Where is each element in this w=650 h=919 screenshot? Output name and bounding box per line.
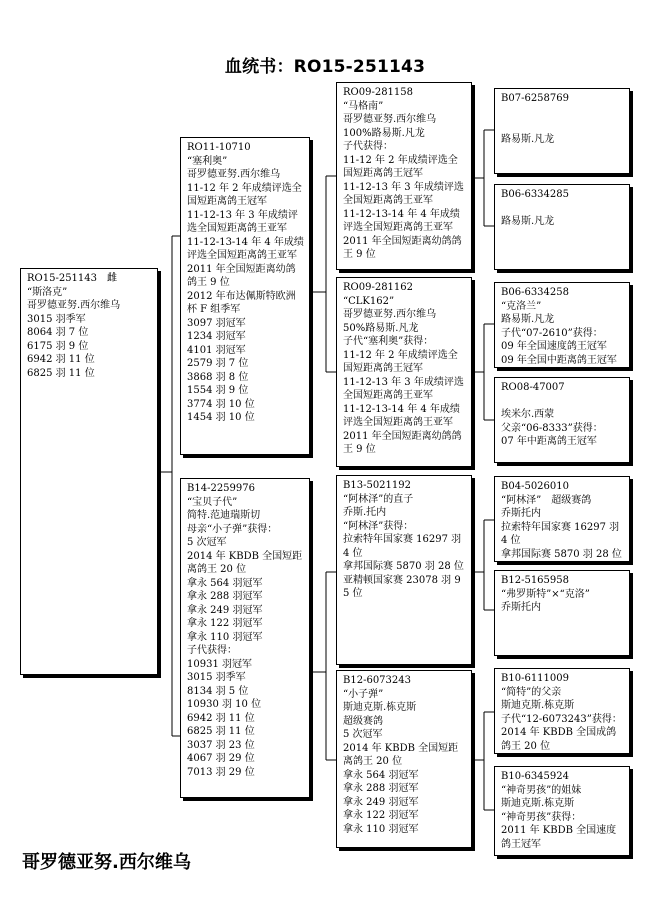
dam-card bbox=[180, 478, 310, 798]
pedigree-line: 09 年全国中距离鸽王冠军 bbox=[501, 354, 617, 366]
pedigree-line: 11-12 年 2 年成绩评选全国短距离鸽王冠军 bbox=[343, 154, 458, 179]
pedigree-line: 11-12-13-14 年 4 年成绩评选全国短距离鸽王亚军 bbox=[343, 208, 460, 233]
pedigree-line: B06-6334285 bbox=[501, 189, 569, 200]
pedigree-line: “CLK162” bbox=[343, 295, 395, 307]
pedigree-line: 拿永 110 羽冠军 bbox=[343, 823, 419, 835]
pedigree-line: “小子弹” bbox=[343, 688, 384, 700]
pedigree-line: 8134 羽 5 位 bbox=[187, 685, 249, 697]
pedigree-line: 拿永 122 羽冠军 bbox=[343, 810, 419, 821]
pedigree-line: 6942 羽 11 位 bbox=[27, 354, 95, 365]
pedigree-line: 3774 羽 10 位 bbox=[187, 398, 255, 410]
pedigree-line: 超级赛鸽 bbox=[343, 715, 383, 727]
pedigree-line: “塞利奥” bbox=[187, 155, 228, 167]
pedigree-line: B12-5165958 bbox=[501, 575, 569, 586]
pedigree-line: 路易斯.凡龙 bbox=[501, 314, 555, 325]
pedigree-line: 2011 年全国短距离幼鸽鸽王 9 位 bbox=[343, 430, 462, 455]
pedigree-line: 2014 年 KBDB 全国短距离鸽王 20 位 bbox=[187, 550, 303, 575]
pedigree-line: 2011 年 KBDB 全国速度鸽王冠军 bbox=[501, 825, 617, 850]
pedigree-line: B12-6073243 bbox=[343, 675, 411, 686]
pedigree-line: 2011 年全国短距离幼鸽鸽王 9 位 bbox=[343, 235, 462, 260]
pedigree-line: 简特.范迪瑞斯切 bbox=[187, 510, 261, 521]
pedigree-line: “阿林泽”获得： bbox=[343, 520, 414, 532]
pedigree-line: 哥罗德亚努.西尔维乌 bbox=[343, 114, 437, 125]
pedigree-line: 子代“塞利奥”获得： bbox=[343, 336, 434, 347]
pedigree-line: 3015 羽季军 bbox=[27, 313, 86, 325]
pedigree-line: 5 次冠军 bbox=[187, 537, 227, 548]
pedigree-line: 6825 羽 11 位 bbox=[27, 367, 95, 379]
dam-dam-dam-card bbox=[494, 766, 630, 856]
pedigree-line: 2012 年布达佩斯特欧洲杯 F 组季军 bbox=[187, 290, 296, 315]
owner-name: 哥罗德亚努.西尔维乌 bbox=[22, 852, 191, 873]
pedigree-line: “简特”的父亲 bbox=[501, 686, 562, 698]
pedigree-line: B04-5026010 bbox=[501, 481, 569, 492]
pedigree-line: 3015 羽季军 bbox=[187, 672, 246, 683]
sire-dam-dam-card bbox=[494, 377, 630, 463]
pedigree-line: 11-12-13 年 3 年成绩评选全国短距离鸽王亚军 bbox=[187, 209, 298, 234]
pedigree-line: 斯迪克斯.栋克斯 bbox=[501, 700, 575, 711]
pedigree-line: RO15-251143 雌 bbox=[27, 273, 118, 284]
pedigree-line: 父亲“06-8333”获得： bbox=[501, 422, 603, 434]
page-title: 血统书：RO15-251143 bbox=[224, 57, 426, 77]
pedigree-line: 07 年中距离鸽王冠军 bbox=[501, 436, 597, 447]
pedigree-line: B10-6345924 bbox=[501, 771, 569, 782]
pedigree-line: 拿永 249 羽冠军 bbox=[343, 796, 419, 808]
pedigree-line: 拿永 564 羽冠军 bbox=[343, 769, 419, 781]
pedigree-line: RO11-10710 bbox=[187, 142, 251, 153]
pedigree-line bbox=[501, 119, 625, 133]
dam-dam-card bbox=[336, 670, 472, 848]
pedigree-line: 拿永 249 羽冠军 bbox=[187, 604, 263, 616]
pedigree-line: 斯迪克斯.栋克斯 bbox=[501, 798, 575, 809]
pedigree-line bbox=[501, 202, 625, 216]
dam-sire-sire-card bbox=[494, 476, 630, 562]
pedigree-line: 3097 羽冠军 bbox=[187, 317, 246, 329]
pedigree-line: 拿永 564 羽冠军 bbox=[187, 577, 263, 589]
pedigree-line: 8064 羽 7 位 bbox=[27, 327, 89, 338]
pedigree-line: 拿永 122 羽冠军 bbox=[187, 618, 263, 629]
pedigree-line: 11-12-13-14 年 4 年成绩评选全国短距离鸽王亚军 bbox=[187, 236, 304, 261]
pedigree-line: RO08-47007 bbox=[501, 382, 565, 393]
sire-card bbox=[180, 137, 310, 455]
dam-sire-card bbox=[336, 475, 472, 665]
pedigree-line: 乔斯托内 bbox=[501, 508, 541, 519]
pedigree-line: “神奇男孩”的姐妹 bbox=[501, 784, 582, 796]
pedigree-line: “宝贝子代” bbox=[187, 496, 238, 508]
pedigree-line: 拉索特年国家赛 16297 羽 4 位 bbox=[343, 534, 465, 559]
pedigree-line: 3868 羽 8 位 bbox=[187, 371, 249, 383]
pedigree-line: 路易斯.凡龙 bbox=[501, 133, 555, 145]
pedigree-line: 哥罗德亚努.西尔维乌 bbox=[27, 300, 121, 311]
pedigree-line: 2014 年 KBDB 全国短距离鸽王 20 位 bbox=[343, 742, 459, 767]
pedigree-line: 3037 羽 23 位 bbox=[187, 739, 255, 751]
pedigree-line: RO09-281162 bbox=[343, 282, 414, 293]
dam-sire-dam-card bbox=[494, 570, 630, 656]
dam-dam-sire-card bbox=[494, 668, 630, 754]
pedigree-line: 4101 羽冠军 bbox=[187, 344, 246, 356]
pedigree-line: 1234 羽冠军 bbox=[187, 331, 246, 342]
pedigree-line: 11-12-13-14 年 4 年成绩评选全国短距离鸽王亚军 bbox=[343, 403, 460, 428]
pedigree-line: 母亲“小子弹”获得： bbox=[187, 523, 278, 535]
pedigree-line: 子代获得： bbox=[343, 141, 393, 152]
pedigree-line: “神奇男孩”获得： bbox=[501, 811, 582, 823]
pedigree-line: 100%路易斯.凡龙 bbox=[343, 127, 425, 139]
sire-dam-card bbox=[336, 277, 472, 467]
pedigree-line: RO09-281158 bbox=[343, 87, 414, 98]
pedigree-line: 拿永 288 羽冠军 bbox=[187, 591, 263, 602]
pedigree-line: 6175 羽 9 位 bbox=[27, 340, 89, 352]
pedigree-line: 5 次冠军 bbox=[343, 729, 383, 740]
pedigree-line: 埃米尔.西蒙 bbox=[501, 409, 555, 420]
sire-sire-card bbox=[336, 82, 472, 270]
pedigree-line: 11-12-13 年 3 年成绩评选全国短距离鸽王亚军 bbox=[343, 181, 464, 206]
pedigree-line: B14-2259976 bbox=[187, 483, 255, 494]
pedigree-line: 乔斯.托内 bbox=[343, 507, 387, 518]
pedigree-line: 哥罗德亚努.西尔维乌 bbox=[187, 169, 281, 180]
pedigree-line: 6942 羽 11 位 bbox=[187, 712, 255, 724]
pedigree-line: B10-6111009 bbox=[501, 673, 569, 684]
pedigree-line: 斯迪克斯.栋克斯 bbox=[343, 702, 417, 713]
pedigree-line: B07-6258769 bbox=[501, 93, 569, 104]
pedigree-line: “马格南” bbox=[343, 100, 384, 112]
pedigree-line: 子代获得： bbox=[187, 645, 237, 656]
pedigree-line: 拿永 110 羽冠军 bbox=[187, 631, 263, 643]
pedigree-line: “阿林泽” 超级赛鸽 bbox=[501, 494, 592, 506]
pedigree-line: 拿邦国际赛 5870 羽 28 位 bbox=[343, 561, 464, 572]
pedigree-line: 09 年全国速度鸽王冠军 bbox=[501, 341, 607, 352]
pedigree-line: “弗罗斯特”×“克洛” bbox=[501, 588, 590, 600]
pedigree-line: 拿永 288 羽冠军 bbox=[343, 783, 419, 794]
pedigree-line: 1554 羽 9 位 bbox=[187, 385, 249, 396]
pedigree-line: “斯洛克” bbox=[27, 286, 68, 298]
pedigree-line: 11-12 年 2 年成绩评选全国短距离鸽王冠军 bbox=[343, 349, 458, 374]
pedigree-line bbox=[501, 106, 625, 120]
pedigree-line: 亚精顿国家赛 23078 羽 95 位 bbox=[343, 574, 461, 599]
pedigree-line: 4067 羽 29 位 bbox=[187, 753, 255, 764]
pedigree-line: 路易斯.凡龙 bbox=[501, 216, 555, 227]
pedigree-line: 10930 羽 10 位 bbox=[187, 699, 262, 710]
pedigree-line: 拉索特年国家赛 16297 羽 4 位 bbox=[501, 521, 623, 546]
pedigree-line: 哥罗德亚努.西尔维乌 bbox=[343, 309, 437, 320]
pedigree-line: 子代“12-6073243”获得： bbox=[501, 713, 622, 725]
pedigree-line: 1454 羽 10 位 bbox=[187, 412, 255, 423]
pedigree-line: “阿林泽”的直子 bbox=[343, 493, 414, 505]
pedigree-line: 2014 年 KBDB 全国成鸽鸽王 20 位 bbox=[501, 727, 617, 752]
pedigree-line: 6825 羽 11 位 bbox=[187, 726, 255, 737]
pedigree-line: 2011 年全国短距离幼鸽鸽王 9 位 bbox=[187, 263, 296, 288]
sire-sire-dam-card bbox=[494, 184, 630, 270]
sire-dam-sire-card bbox=[494, 282, 630, 368]
pedigree-line: 10931 羽冠军 bbox=[187, 658, 252, 670]
pedigree-line: 子代“07-2610”获得： bbox=[501, 327, 603, 339]
pedigree-line: 2579 羽 7 位 bbox=[187, 358, 249, 369]
pedigree-line: 拿邦国际赛 5870 羽 28 位 bbox=[501, 548, 622, 560]
pedigree-line: B13-5021192 bbox=[343, 480, 411, 491]
pedigree-line: “克洛兰” bbox=[501, 300, 542, 312]
pedigree-line: 7013 羽 29 位 bbox=[187, 766, 255, 778]
sire-sire-sire-card bbox=[494, 88, 630, 174]
pedigree-line: 50%路易斯.凡龙 bbox=[343, 322, 419, 334]
subject-card bbox=[20, 268, 158, 675]
pedigree-line bbox=[501, 395, 625, 409]
pedigree-line: B06-6334258 bbox=[501, 287, 569, 298]
pedigree-line: 乔斯托内 bbox=[501, 602, 541, 613]
pedigree-line: 11-12 年 2 年成绩评选全国短距离鸽王冠军 bbox=[187, 182, 302, 207]
pedigree-line: 11-12-13 年 3 年成绩评选全国短距离鸽王亚军 bbox=[343, 376, 464, 401]
